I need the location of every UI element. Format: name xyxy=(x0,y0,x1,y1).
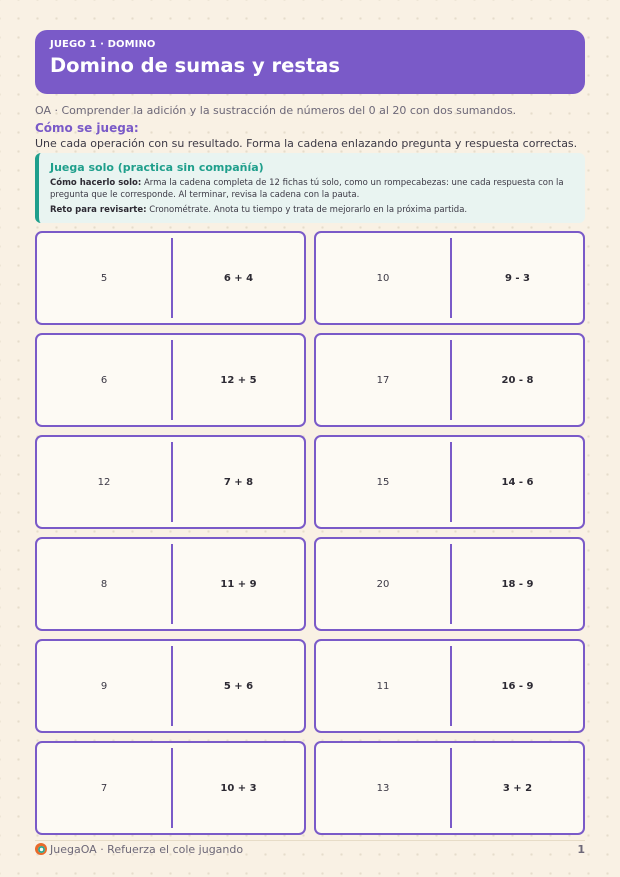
tile-answer: 20 xyxy=(376,578,390,590)
solo-challenge-label: Reto para revisarte: xyxy=(50,205,147,215)
tile-operation: 12 + 5 xyxy=(220,374,257,386)
tile-operation: 11 + 9 xyxy=(220,578,257,590)
page-header xyxy=(35,30,585,94)
tile-operation: 7 + 8 xyxy=(223,476,254,488)
tile-answer: 11 xyxy=(376,680,390,692)
tile-operation: 14 - 6 xyxy=(501,476,534,488)
learning-objective: OA · Comprender la adición y la sustracción de números del 0 al 20 con dos sumandos. xyxy=(35,104,517,117)
tile-answer: 8 xyxy=(100,578,108,590)
tile-operation: 16 - 9 xyxy=(501,680,534,692)
tile-operation: 10 + 3 xyxy=(220,782,257,794)
domino-tile xyxy=(314,231,585,325)
tile-answer: 15 xyxy=(376,476,390,488)
brand-logo-icon xyxy=(35,843,47,855)
domino-tile xyxy=(35,741,306,835)
solo-challenge-paragraph xyxy=(50,204,573,216)
how-to-play-text: Une cada operación con su resultado. Forma la cadena enlazando pregunta y respuesta correctas. xyxy=(35,137,578,150)
domino-tile xyxy=(314,333,585,427)
tile-answer: 9 xyxy=(100,680,108,692)
domino-tile xyxy=(35,537,306,631)
tile-operation: 3 + 2 xyxy=(502,782,533,794)
solo-how-paragraph xyxy=(50,177,573,201)
game-kicker: JUEGO 1 · DOMINO xyxy=(50,39,156,50)
domino-tile xyxy=(314,741,585,835)
tile-answer: 7 xyxy=(100,782,108,794)
page-number: 1 xyxy=(577,843,585,856)
footer-brand: JuegaOA · Refuerza el cole jugando xyxy=(50,843,244,856)
solo-play-title: Juega solo (practica sin compañía) xyxy=(50,161,264,174)
tile-answer: 12 xyxy=(97,476,111,488)
footer-divider xyxy=(35,840,585,841)
tile-answer: 10 xyxy=(376,272,390,284)
tile-operation: 18 - 9 xyxy=(501,578,534,590)
tile-answer: 6 xyxy=(100,374,108,386)
page-title: Domino de sumas y restas xyxy=(50,54,341,77)
tile-operation: 20 - 8 xyxy=(501,374,534,386)
domino-tile xyxy=(314,435,585,529)
solo-how-text: Arma la cadena completa de 12 fichas tú solo, como un rompecabezas: une cada respuesta con la pregunta que le corresponde. Al terminar, revisa la cadena con la pauta. xyxy=(50,178,564,200)
solo-how-label: Cómo hacerlo solo: xyxy=(50,178,142,188)
tile-operation: 9 - 3 xyxy=(504,272,531,284)
domino-tile xyxy=(35,435,306,529)
solo-play-box xyxy=(35,153,585,223)
domino-tile xyxy=(314,639,585,733)
domino-tile xyxy=(314,537,585,631)
domino-tile xyxy=(35,231,306,325)
tile-answer: 5 xyxy=(100,272,108,284)
how-to-play-heading: Cómo se juega: xyxy=(35,121,139,135)
domino-tile xyxy=(35,333,306,427)
domino-tile xyxy=(35,639,306,733)
tile-answer: 17 xyxy=(376,374,390,386)
tile-operation: 5 + 6 xyxy=(223,680,254,692)
tile-answer: 13 xyxy=(376,782,390,794)
solo-challenge-text: Cronométrate. Anota tu tiempo y trata de mejorarlo en la próxima partida. xyxy=(149,205,468,215)
tile-operation: 6 + 4 xyxy=(223,272,254,284)
